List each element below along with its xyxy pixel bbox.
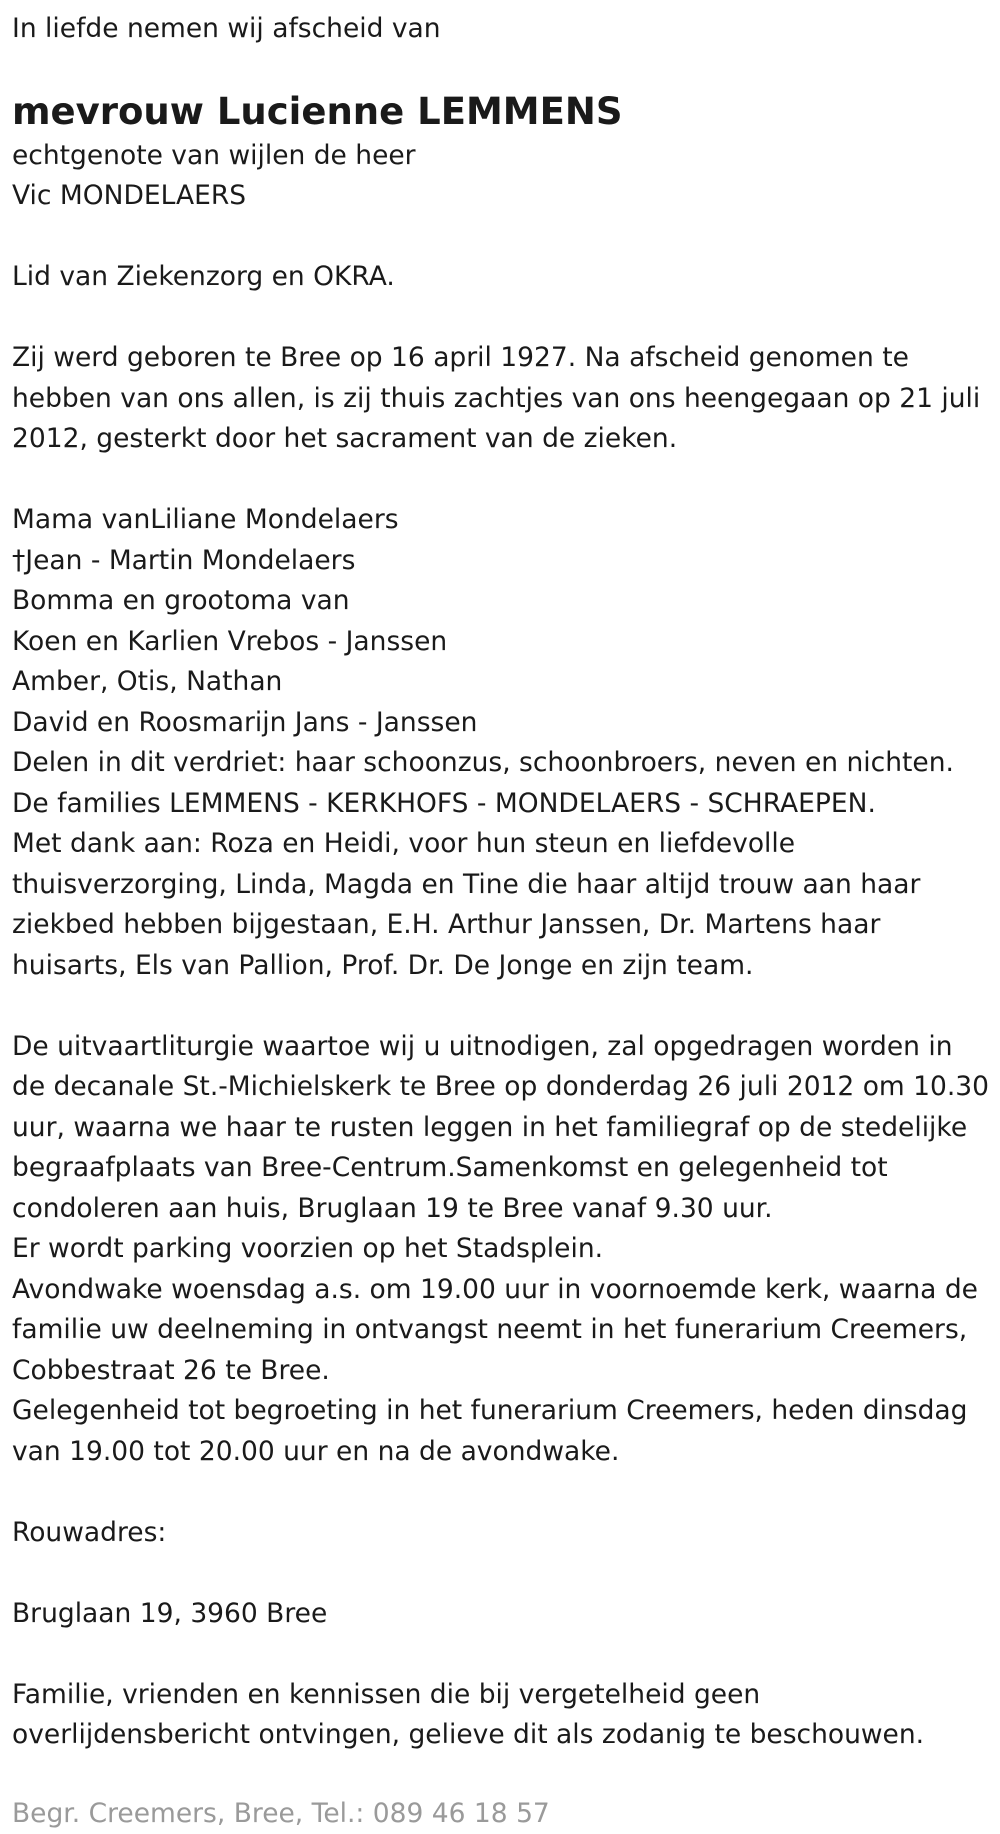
spacer [12,1472,1000,1513]
paragraph-line: Bomma en grootoma van [12,581,1000,622]
paragraph-line: Familie, vrienden en kennissen die bij vergetelheid geen [12,1675,1000,1716]
spacer [12,1553,1000,1594]
paragraph-line: ziekbed hebben bijgestaan, E.H. Arthur Janssen, Dr. Martens haar [12,905,1000,946]
paragraph-line: uur, waarna we haar te rusten leggen in het familiegraf op de stedelijke [12,1108,1000,1149]
paragraph-line: Mama vanLiliane Mondelaers [12,500,1000,541]
membership-text: Lid van Ziekenzorg en OKRA. [12,257,1000,298]
spouse-line: echtgenote van wijlen de heer [12,136,1000,177]
family-paragraph [12,500,1000,986]
paragraph-line: David en Roosmarijn Jans - Janssen [12,703,1000,744]
closing-paragraph [12,1675,1000,1756]
funeral-paragraph [12,1027,1000,1473]
birth-death-paragraph [12,338,1000,460]
paragraph-line: Amber, Otis, Nathan [12,662,1000,703]
paragraph-line: De families LEMMENS - KERKHOFS - MONDELAERS - SCHRAEPEN. [12,784,1000,825]
paragraph-line: †Jean - Martin Mondelaers [12,541,1000,582]
paragraph-line: begraafplaats van Bree-Centrum.Samenkomst en gelegenheid tot [12,1148,1000,1189]
spouse-name: Vic MONDELAERS [12,176,1000,217]
paragraph-line: Koen en Karlien Vrebos - Janssen [12,622,1000,663]
paragraph-line: Cobbestraat 26 te Bree. [12,1351,1000,1392]
paragraph-line: Er wordt parking voorzien op het Stadsplein. [12,1229,1000,1270]
spacer [12,460,1000,501]
spacer [12,986,1000,1027]
paragraph-line: condoleren aan huis, Bruglaan 19 te Bree vanaf 9.30 uur. [12,1189,1000,1230]
paragraph-line: overlijdensbericht ontvingen, gelieve dit als zodanig te beschouwen. [12,1715,1000,1756]
spacer [12,1634,1000,1675]
paragraph-line: Avondwake woensdag a.s. om 19.00 uur in voornoemde kerk, waarna de [12,1270,1000,1311]
paragraph-line: Delen in dit verdriet: haar schoonzus, schoonbroers, neven en nichten. [12,743,1000,784]
deceased-name: mevrouw Lucienne LEMMENS [12,88,1000,136]
mourning-address: Bruglaan 19, 3960 Bree [12,1594,1000,1635]
funeral-home-footer: Begr. Creemers, Bree, Tel.: 089 46 18 57 [12,1794,1000,1834]
paragraph-line: hebben van ons allen, is zij thuis zachtjes van ons heengegaan op 21 juli [12,379,1000,420]
paragraph-line: familie uw deelneming in ontvangst neemt in het funerarium Creemers, [12,1310,1000,1351]
spacer [12,217,1000,258]
paragraph-line: Zij werd geboren te Bree op 16 april 1927. Na afscheid genomen te [12,338,1000,379]
intro-text: In liefde nemen wij afscheid van [12,9,1000,50]
paragraph-line: Gelegenheid tot begroeting in het funerarium Creemers, heden dinsdag [12,1391,1000,1432]
paragraph-line: van 19.00 tot 20.00 uur en na de avondwake. [12,1432,1000,1473]
address-label: Rouwadres: [12,1513,1000,1554]
spacer [12,298,1000,339]
paragraph-line: huisarts, Els van Pallion, Prof. Dr. De Jonge en zijn team. [12,946,1000,987]
paragraph-line: 2012, gesterkt door het sacrament van de zieken. [12,419,1000,460]
paragraph-line: De uitvaartliturgie waartoe wij u uitnodigen, zal opgedragen worden in [12,1027,1000,1068]
paragraph-line: thuisverzorging, Linda, Magda en Tine die haar altijd trouw aan haar [12,865,1000,906]
paragraph-line: de decanale St.-Michielskerk te Bree op donderdag 26 juli 2012 om 10.30 [12,1067,1000,1108]
paragraph-line: Met dank aan: Roza en Heidi, voor hun steun en liefdevolle [12,824,1000,865]
